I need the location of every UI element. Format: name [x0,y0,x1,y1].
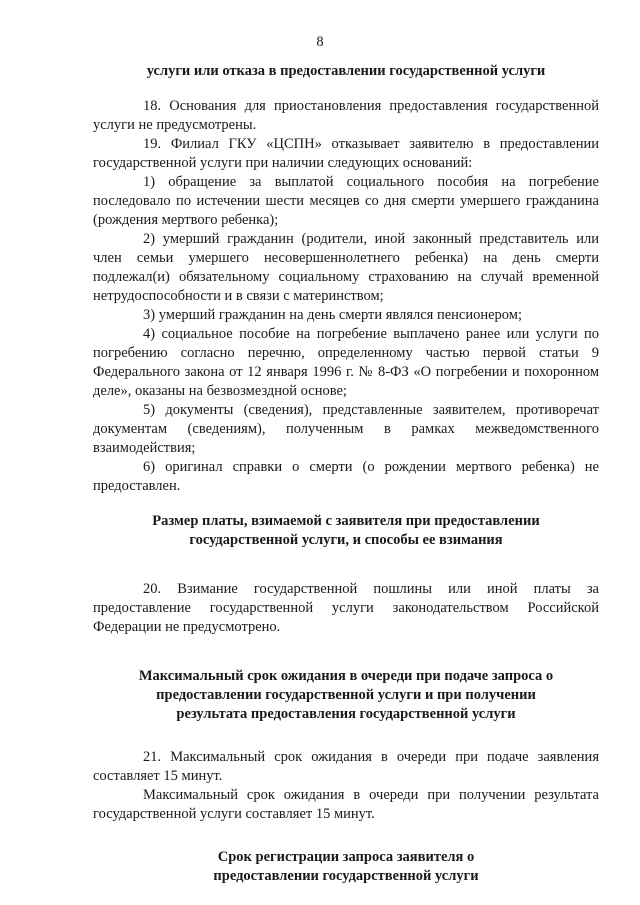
paragraph: 3) умерший гражданин на день смерти являлся пенсионером; [143,307,522,323]
paragraph: Максимальный срок ожидания в очереди при получении результата государственной услуги составляет 15 минут. [93,787,599,822]
paragraph: 19. Филиал ГКУ «ЦСПН» отказывает заявителю в предоставлении государственной услуги при наличии следующих оснований: [93,136,599,171]
paragraph: 20. Взимание государственной пошлины или иной платы за предоставление государственной услуги законодательством Российской Федерации не предусмотрено. [93,581,599,635]
paragraph: 6) оригинал справки о смерти (о рождении мертвого ребенка) не предоставлен. [93,459,599,494]
page-number: 8 [316,34,324,50]
paragraph: 18. Основания для приостановления предоставления государственной услуги не предусмотрены. [93,98,599,133]
paragraph: 2) умерший гражданин (родители, иной законный представитель или член семьи умершего несовершеннолетнего ребенка) на день смерти подлежал(и) обязательному социальному страхованию на случай временной нетрудоспособности и в связи с материнством; [93,231,599,304]
section-heading-fee: Размер платы, взимаемой с заявителя при предоставлении государственной услуги, и способы ее взимания [152,513,540,548]
document-body [93,62,599,886]
paragraph: 1) обращение за выплатой социального пособия на погребение последовало по истечении шести месяцев со дня смерти умершего гражданина (рождения мертвого ребенка); [93,174,599,228]
section-heading-registration: Срок регистрации запроса заявителя о предоставлении государственной услуги [213,849,479,884]
section-heading-wait: Максимальный срок ожидания в очереди при подаче запроса о предоставлении государственной услуги и при получении результата предоставления государственной услуги [138,668,554,722]
paragraph: 4) социальное пособие на погребение выплачено ранее или услуги по погребению согласно перечню, определенному частью первой статьи 9 Федерального закона от 12 января 1996 г. № 8-ФЗ «О погребении и похоронном деле», оказаны на безвозмездной основе; [93,326,599,399]
section-heading-refusal: услуги или отказа в предоставлении государственной услуги [146,63,546,79]
paragraph: 5) документы (сведения), представленные заявителем, противоречат документам (сведениям), полученным в рамках межведомственного взаимодействия; [93,402,599,456]
paragraph: 21. Максимальный срок ожидания в очереди при подаче заявления составляет 15 минут. [93,749,599,784]
